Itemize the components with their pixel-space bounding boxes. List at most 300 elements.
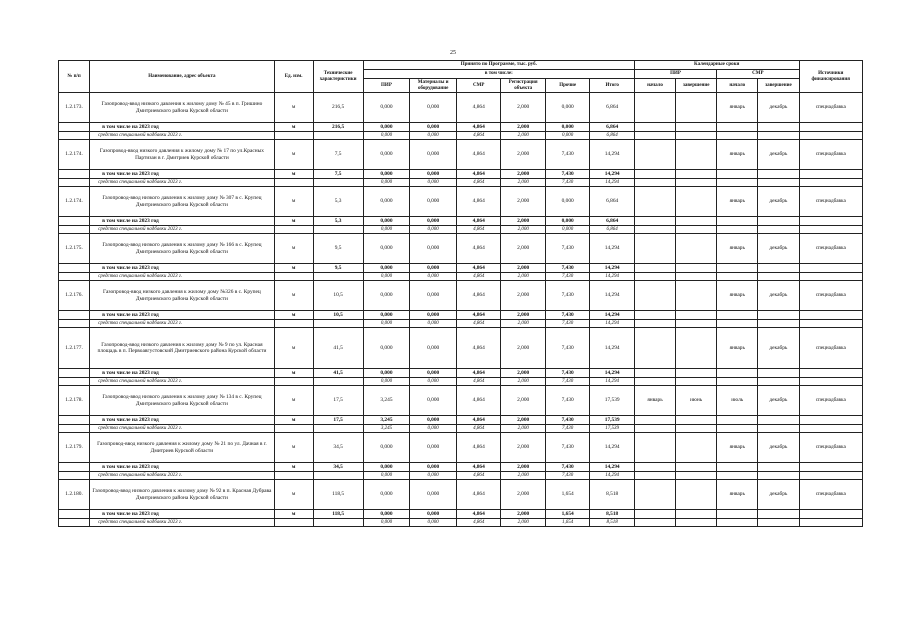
materials-cell: 0,000 [410, 425, 457, 433]
blank-cell [274, 320, 313, 328]
pir-start-cell: январь [634, 386, 675, 416]
smr-cell: 4,864 [457, 281, 501, 311]
total-cell: 6,864 [590, 132, 635, 140]
materials-cell: 0,000 [410, 386, 457, 416]
smr-end-cell: декабрь [758, 93, 799, 123]
materials-cell: 0,000 [410, 140, 457, 170]
registration-cell: 2,000 [501, 170, 545, 179]
blank-cell [634, 425, 675, 433]
pir-cell: 0,000 [363, 328, 410, 369]
smr-cell: 4,864 [457, 378, 501, 386]
other-cell: 7,430 [545, 264, 589, 273]
year-2023-row [59, 510, 863, 519]
blank-cell [676, 472, 717, 480]
smr-start-cell: январь [717, 328, 758, 369]
header-unit: Ед. изм. [274, 61, 313, 93]
blank-cell [676, 320, 717, 328]
blank-cell [758, 510, 799, 519]
other-cell: 1,654 [545, 519, 589, 527]
smr-start-cell: январь [717, 187, 758, 217]
other-cell: 7,430 [545, 273, 589, 281]
source-cell: спецнадбавка [799, 480, 863, 510]
total-cell: 14,294 [590, 179, 635, 187]
total-cell: 6,864 [590, 123, 635, 132]
materials-cell: 0,000 [410, 416, 457, 425]
unit-cell: м [274, 510, 313, 519]
blank-cell [676, 217, 717, 226]
row-number: 1.2.179. [59, 433, 90, 463]
blank-cell [634, 472, 675, 480]
unit-cell: м [274, 123, 313, 132]
blank-cell [634, 519, 675, 527]
unit-cell: м [274, 234, 313, 264]
pir-end-cell [676, 234, 717, 264]
blank-cell [59, 378, 90, 386]
total-cell: 14,294 [590, 311, 635, 320]
blank-cell [676, 378, 717, 386]
object-name: Газопровод-ввод низкого давления к жилому дому № 134 в с. Крупец Дмитриевского района Курской области [90, 386, 275, 416]
other-cell: 7,430 [545, 378, 589, 386]
materials-cell: 0,000 [410, 264, 457, 273]
header-source: Источники финансирования [799, 61, 863, 93]
source-cell: спецнадбавка [799, 140, 863, 170]
registration-cell: 2,000 [501, 132, 545, 140]
blank-cell [758, 472, 799, 480]
blank-cell [758, 463, 799, 472]
other-cell: 7,430 [545, 179, 589, 187]
blank-cell [799, 378, 863, 386]
blank-cell [313, 320, 363, 328]
unit-cell: м [274, 433, 313, 463]
pir-start-cell [634, 480, 675, 510]
header-smr: СМР [457, 79, 501, 93]
blank-cell [313, 226, 363, 234]
smr-cell: 4,864 [457, 217, 501, 226]
unit-cell: м [274, 170, 313, 179]
materials-cell: 0,000 [410, 472, 457, 480]
smr-end-cell: декабрь [758, 328, 799, 369]
materials-cell: 0,000 [410, 320, 457, 328]
blank-cell [717, 311, 758, 320]
pir-cell: 0,000 [363, 320, 410, 328]
blank-cell [799, 320, 863, 328]
blank-cell [634, 123, 675, 132]
registration-cell: 2,000 [501, 433, 545, 463]
smr-end-cell: декабрь [758, 234, 799, 264]
source-cell: спецнадбавка [799, 433, 863, 463]
blank-cell [274, 132, 313, 140]
materials-cell: 0,000 [410, 226, 457, 234]
year-2023-label: в том числе на 2023 год [90, 311, 275, 320]
special-fund-label: средства специальной надбавки 2023 г. [90, 132, 275, 140]
blank-cell [799, 123, 863, 132]
blank-cell [676, 519, 717, 527]
tech-cell: 7,5 [313, 140, 363, 170]
pir-cell: 0,000 [363, 311, 410, 320]
registration-cell: 2,000 [501, 510, 545, 519]
blank-cell [676, 132, 717, 140]
other-cell: 0,000 [545, 187, 589, 217]
pir-cell: 0,000 [363, 510, 410, 519]
unit-cell: м [274, 264, 313, 273]
tech-cell: 216,5 [313, 93, 363, 123]
unit-cell: м [274, 187, 313, 217]
special-fund-row [59, 226, 863, 234]
special-fund-row [59, 378, 863, 386]
other-cell: 7,430 [545, 320, 589, 328]
blank-cell [758, 170, 799, 179]
blank-cell [313, 273, 363, 281]
blank-cell [758, 369, 799, 378]
source-cell: спецнадбавка [799, 93, 863, 123]
registration-cell: 2,000 [501, 93, 545, 123]
smr-cell: 4,864 [457, 320, 501, 328]
object-name: Газопровод-ввод низкого давления к жилому дому № 17 по ул.Красных Партизан в г. Дмитриев Курской области [90, 140, 275, 170]
tech-cell: 216,5 [313, 123, 363, 132]
blank-cell [799, 217, 863, 226]
year-2023-label: в том числе на 2023 год [90, 463, 275, 472]
blank-cell [758, 425, 799, 433]
year-2023-row [59, 369, 863, 378]
pir-cell: 0,000 [363, 472, 410, 480]
registration-cell: 2,000 [501, 140, 545, 170]
registration-cell: 2,000 [501, 123, 545, 132]
other-cell: 7,430 [545, 170, 589, 179]
object-row [59, 328, 863, 369]
materials-cell: 0,000 [410, 234, 457, 264]
pir-cell: 0,000 [363, 170, 410, 179]
year-2023-row [59, 170, 863, 179]
blank-cell [799, 510, 863, 519]
object-row [59, 480, 863, 510]
other-cell: 7,430 [545, 425, 589, 433]
blank-cell [799, 264, 863, 273]
registration-cell: 2,000 [501, 234, 545, 264]
tech-cell: 34,5 [313, 463, 363, 472]
pir-cell: 0,000 [363, 179, 410, 187]
other-cell: 7,430 [545, 433, 589, 463]
smr-cell: 4,864 [457, 369, 501, 378]
blank-cell [313, 179, 363, 187]
year-2023-row [59, 217, 863, 226]
year-2023-row [59, 463, 863, 472]
object-name: Газопровод-ввод низкого давления к жилому дому № 45 в п. Гришино Дмитриевского района Курской области [90, 93, 275, 123]
other-cell: 7,430 [545, 463, 589, 472]
other-cell: 7,430 [545, 416, 589, 425]
blank-cell [799, 463, 863, 472]
blank-cell [717, 170, 758, 179]
pir-start-cell [634, 140, 675, 170]
blank-cell [634, 132, 675, 140]
smr-cell: 4,864 [457, 264, 501, 273]
blank-cell [717, 369, 758, 378]
total-cell: 8,518 [590, 510, 635, 519]
blank-cell [634, 179, 675, 187]
registration-cell: 2,000 [501, 320, 545, 328]
special-fund-label: средства специальной надбавки 2023 г. [90, 273, 275, 281]
header-registration: Регистрация объекта [501, 79, 545, 93]
smr-cell: 4,864 [457, 123, 501, 132]
unit-cell: м [274, 386, 313, 416]
blank-cell [59, 472, 90, 480]
blank-cell [676, 264, 717, 273]
smr-cell: 4,864 [457, 433, 501, 463]
other-cell: 1,654 [545, 510, 589, 519]
blank-cell [799, 416, 863, 425]
blank-cell [274, 472, 313, 480]
object-row [59, 187, 863, 217]
other-cell: 0,000 [545, 226, 589, 234]
other-cell: 0,000 [545, 93, 589, 123]
smr-cell: 4,864 [457, 179, 501, 187]
tech-cell: 9,5 [313, 264, 363, 273]
total-cell: 14,294 [590, 320, 635, 328]
header-smr-end: завершение [758, 79, 799, 93]
blank-cell [799, 226, 863, 234]
blank-cell [313, 472, 363, 480]
smr-cell: 4,864 [457, 226, 501, 234]
special-fund-row [59, 320, 863, 328]
registration-cell: 2,000 [501, 187, 545, 217]
blank-cell [634, 170, 675, 179]
page-number: 25 [450, 50, 456, 56]
blank-cell [634, 378, 675, 386]
registration-cell: 2,000 [501, 463, 545, 472]
pir-cell: 0,000 [363, 226, 410, 234]
registration-cell: 2,000 [501, 179, 545, 187]
year-2023-label: в том числе на 2023 год [90, 217, 275, 226]
blank-cell [59, 273, 90, 281]
smr-start-cell: июль [717, 386, 758, 416]
pir-start-cell [634, 433, 675, 463]
object-row [59, 386, 863, 416]
blank-cell [634, 416, 675, 425]
tech-cell: 5,3 [313, 187, 363, 217]
pir-end-cell [676, 480, 717, 510]
blank-cell [59, 425, 90, 433]
object-row [59, 433, 863, 463]
smr-cell: 4,864 [457, 273, 501, 281]
materials-cell: 0,000 [410, 217, 457, 226]
blank-cell [676, 425, 717, 433]
pir-end-cell [676, 328, 717, 369]
blank-cell [799, 179, 863, 187]
row-number: 1.2.176. [59, 281, 90, 311]
blank-cell [676, 179, 717, 187]
pir-start-cell [634, 328, 675, 369]
blank-cell [758, 311, 799, 320]
materials-cell: 0,000 [410, 433, 457, 463]
total-cell: 14,294 [590, 281, 635, 311]
source-cell: спецнадбавка [799, 187, 863, 217]
object-name: Газопровод-ввод низкого давления к жилому дому № 92 в п. Красная Дубрава Дмитриевского района Курской области [90, 480, 275, 510]
tech-cell: 34,5 [313, 433, 363, 463]
blank-cell [717, 123, 758, 132]
total-cell: 14,294 [590, 369, 635, 378]
blank-cell [717, 217, 758, 226]
total-cell: 14,294 [590, 273, 635, 281]
pir-end-cell [676, 187, 717, 217]
unit-cell: м [274, 328, 313, 369]
other-cell: 7,430 [545, 140, 589, 170]
pir-start-cell [634, 187, 675, 217]
blank-cell [274, 179, 313, 187]
total-cell: 17,539 [590, 425, 635, 433]
blank-cell [676, 311, 717, 320]
blank-cell [59, 132, 90, 140]
total-cell: 6,864 [590, 93, 635, 123]
pir-cell: 0,000 [363, 480, 410, 510]
registration-cell: 2,000 [501, 328, 545, 369]
blank-cell [717, 519, 758, 527]
materials-cell: 0,000 [410, 328, 457, 369]
smr-cell: 4,864 [457, 132, 501, 140]
smr-cell: 4,864 [457, 328, 501, 369]
total-cell: 8,518 [590, 480, 635, 510]
pir-cell: 0,000 [363, 187, 410, 217]
blank-cell [799, 472, 863, 480]
blank-cell [758, 273, 799, 281]
special-fund-row [59, 472, 863, 480]
other-cell: 7,430 [545, 311, 589, 320]
blank-cell [634, 320, 675, 328]
blank-cell [274, 519, 313, 527]
smr-end-cell: декабрь [758, 281, 799, 311]
special-fund-row [59, 425, 863, 433]
unit-cell: м [274, 480, 313, 510]
smr-cell: 4,864 [457, 386, 501, 416]
other-cell: 7,430 [545, 328, 589, 369]
total-cell: 8,518 [590, 519, 635, 527]
tech-cell: 41,5 [313, 369, 363, 378]
smr-cell: 4,864 [457, 140, 501, 170]
pir-cell: 0,000 [363, 123, 410, 132]
year-2023-row [59, 123, 863, 132]
registration-cell: 2,000 [501, 519, 545, 527]
special-fund-label: средства специальной надбавки 2023 г. [90, 226, 275, 234]
header-pir-end: завершение [676, 79, 717, 93]
total-cell: 14,294 [590, 378, 635, 386]
smr-cell: 4,864 [457, 187, 501, 217]
total-cell: 14,294 [590, 463, 635, 472]
object-name: Газопровод-ввод низкого давления к жилому дому № 9 по ул. Красная площадь в п. Первоавгустовский Дмитриевского района Курской области [90, 328, 275, 369]
blank-cell [758, 264, 799, 273]
smr-start-cell: январь [717, 480, 758, 510]
blank-cell [758, 123, 799, 132]
source-cell: спецнадбавка [799, 328, 863, 369]
registration-cell: 2,000 [501, 416, 545, 425]
blank-cell [758, 519, 799, 527]
year-2023-label: в том числе на 2023 год [90, 170, 275, 179]
other-cell: 7,430 [545, 472, 589, 480]
smr-cell: 4,864 [457, 234, 501, 264]
registration-cell: 2,000 [501, 472, 545, 480]
tech-cell: 118,5 [313, 510, 363, 519]
materials-cell: 0,000 [410, 463, 457, 472]
blank-cell [758, 226, 799, 234]
total-cell: 14,294 [590, 234, 635, 264]
pir-cell: 3,245 [363, 416, 410, 425]
smr-cell: 4,864 [457, 463, 501, 472]
blank-cell [676, 123, 717, 132]
smr-cell: 4,864 [457, 93, 501, 123]
header-cal-smr: СМР [717, 70, 799, 79]
special-fund-row [59, 179, 863, 187]
total-cell: 17,539 [590, 386, 635, 416]
smr-end-cell: декабрь [758, 480, 799, 510]
blank-cell [59, 179, 90, 187]
table-header [59, 61, 863, 93]
smr-end-cell: декабрь [758, 140, 799, 170]
unit-cell: м [274, 217, 313, 226]
blank-cell [676, 416, 717, 425]
blank-cell [717, 425, 758, 433]
special-fund-label: средства специальной надбавки 2023 г. [90, 472, 275, 480]
pir-cell: 3,245 [363, 425, 410, 433]
program-table [58, 60, 863, 527]
object-row [59, 281, 863, 311]
blank-cell [59, 320, 90, 328]
pir-cell: 0,000 [363, 264, 410, 273]
unit-cell: м [274, 369, 313, 378]
registration-cell: 2,000 [501, 264, 545, 273]
smr-start-cell: январь [717, 234, 758, 264]
pir-cell: 0,000 [363, 433, 410, 463]
pir-cell: 0,000 [363, 463, 410, 472]
source-cell: спецнадбавка [799, 234, 863, 264]
header-pir: ПИР [363, 79, 410, 93]
smr-cell: 4,864 [457, 416, 501, 425]
source-cell: спецнадбавка [799, 281, 863, 311]
special-fund-label: средства специальной надбавки 2023 г. [90, 179, 275, 187]
other-cell: 7,430 [545, 369, 589, 378]
registration-cell: 2,000 [501, 480, 545, 510]
other-cell: 1,654 [545, 480, 589, 510]
unit-cell: м [274, 140, 313, 170]
materials-cell: 0,000 [410, 510, 457, 519]
blank-cell [274, 226, 313, 234]
smr-cell: 4,864 [457, 170, 501, 179]
pir-cell: 0,000 [363, 234, 410, 264]
total-cell: 14,294 [590, 328, 635, 369]
blank-cell [634, 217, 675, 226]
blank-cell [274, 273, 313, 281]
materials-cell: 0,000 [410, 123, 457, 132]
blank-cell [274, 425, 313, 433]
smr-start-cell: январь [717, 140, 758, 170]
tech-cell: 10,5 [313, 281, 363, 311]
blank-cell [717, 378, 758, 386]
smr-end-cell: декабрь [758, 386, 799, 416]
registration-cell: 2,000 [501, 217, 545, 226]
blank-cell [717, 320, 758, 328]
special-fund-label: средства специальной надбавки 2023 г. [90, 378, 275, 386]
row-number: 1.2.178. [59, 386, 90, 416]
other-cell: 0,000 [545, 132, 589, 140]
pir-end-cell [676, 93, 717, 123]
object-name: Газопровод-ввод низкого давления к жилому дому № 166 в с. Крупец Дмитриевского района Курской области [90, 234, 275, 264]
blank-cell [758, 320, 799, 328]
blank-cell [717, 416, 758, 425]
blank-cell [717, 179, 758, 187]
blank-cell [676, 510, 717, 519]
pir-end-cell: июнь [676, 386, 717, 416]
header-tech: Технические характеристики [313, 61, 363, 93]
header-num: № п/п [59, 61, 90, 93]
smr-end-cell: декабрь [758, 433, 799, 463]
header-materials: Материалы и оборудование [410, 79, 457, 93]
blank-cell [676, 463, 717, 472]
